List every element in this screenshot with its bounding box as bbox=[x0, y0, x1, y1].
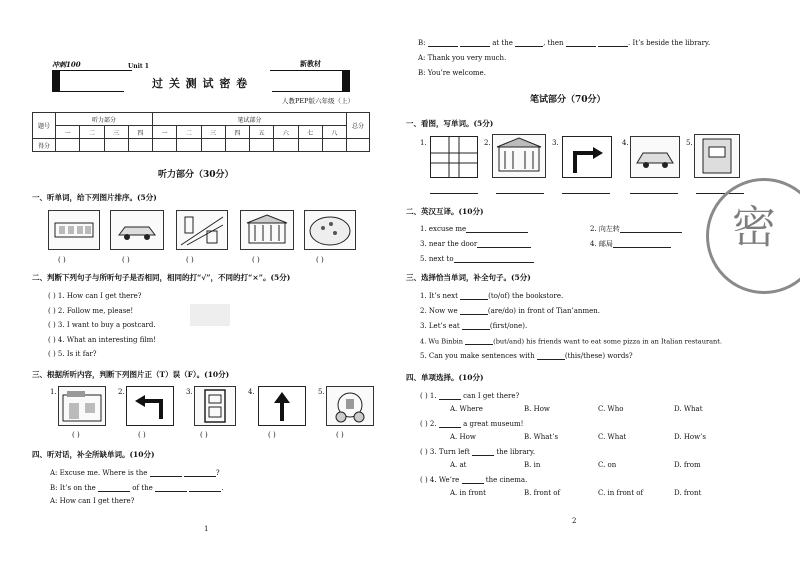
q3-answer[interactable]: ( ) bbox=[138, 431, 146, 439]
w4-option[interactable]: D. front bbox=[674, 489, 702, 497]
w4-blank[interactable] bbox=[439, 392, 461, 400]
w2-blank[interactable] bbox=[620, 225, 682, 233]
q2-answer-slot[interactable]: ( ) 3. bbox=[48, 321, 65, 329]
w4-option[interactable]: A. How bbox=[450, 433, 476, 441]
w3-text: 4. Wu Binbin bbox=[420, 337, 464, 346]
w2-title: 二、英汉互译。(10分) bbox=[406, 207, 484, 216]
q2-sentence: What an interesting film! bbox=[66, 336, 157, 344]
score-table bbox=[32, 112, 370, 152]
w4-question bbox=[420, 392, 519, 400]
w3-item bbox=[420, 292, 563, 300]
w3-text: (to/of) the bookstore. bbox=[488, 292, 564, 300]
w1-num: 4. bbox=[622, 139, 629, 147]
w4-option[interactable]: D. How’s bbox=[674, 433, 706, 441]
w4-option[interactable]: B. in bbox=[524, 461, 541, 469]
listening-section-title: 听力部分（30分） bbox=[158, 170, 234, 180]
q4-blank[interactable] bbox=[98, 484, 130, 492]
w4-blank[interactable] bbox=[462, 476, 484, 484]
shop-icon bbox=[59, 387, 105, 425]
w3-text: 3. Let’s eat bbox=[420, 322, 460, 330]
dialog-blank[interactable] bbox=[460, 39, 490, 47]
w1-num: 2. bbox=[484, 139, 491, 147]
w3-text: (this/these) words? bbox=[564, 352, 633, 360]
w2-blank[interactable] bbox=[613, 240, 671, 248]
w4-blank[interactable] bbox=[439, 420, 461, 428]
w4-option[interactable]: C. Who bbox=[598, 405, 624, 413]
q2-sentence: Is it far? bbox=[66, 350, 97, 358]
writing-col: 一 bbox=[153, 126, 177, 139]
w3-text: (first/one). bbox=[489, 322, 528, 330]
score-cell[interactable] bbox=[177, 139, 201, 152]
dialog-text: . It’s beside the library. bbox=[628, 39, 711, 47]
q3-num: 3. bbox=[186, 388, 193, 396]
w4-question bbox=[420, 448, 535, 456]
q2-item bbox=[48, 308, 133, 315]
writing-col: 八 bbox=[322, 126, 346, 139]
w4-option[interactable]: C. in front of bbox=[598, 489, 644, 497]
q2-item bbox=[48, 337, 156, 344]
park-icon bbox=[327, 387, 373, 425]
go-straight-sign bbox=[258, 386, 306, 426]
score-cell[interactable] bbox=[225, 139, 249, 152]
q2-item bbox=[48, 293, 142, 300]
q4-blank[interactable] bbox=[155, 484, 187, 492]
listening-col: 四 bbox=[128, 126, 152, 139]
writing-col: 二 bbox=[177, 126, 201, 139]
header-bar-right bbox=[342, 70, 350, 92]
w4-answer-slot[interactable]: ( ) 4. bbox=[420, 476, 437, 484]
w3-text: 5. Can you make sentences with bbox=[420, 352, 535, 360]
museum-icon bbox=[493, 135, 545, 177]
dialog-blank[interactable] bbox=[428, 39, 458, 47]
w2-text: 2. 向左转 bbox=[590, 225, 620, 233]
q4-title: 四、听对话，补全所缺单词。(10分) bbox=[32, 450, 155, 459]
w3-blank[interactable] bbox=[537, 352, 565, 360]
q2-sentence: I want to buy a postcard. bbox=[66, 321, 156, 329]
w4-option[interactable]: D. What bbox=[674, 405, 703, 413]
w4-blank[interactable] bbox=[472, 448, 494, 456]
q1-answer[interactable]: ( ) bbox=[122, 256, 130, 264]
header-rule-right bbox=[270, 70, 350, 71]
w4-text: the cinema. bbox=[485, 476, 528, 484]
q1-title: 一、听单词，给下列图片排序。(5分) bbox=[32, 193, 157, 202]
listening-col: 三 bbox=[104, 126, 128, 139]
w2-item bbox=[420, 225, 528, 233]
w4-option[interactable]: B. front of bbox=[524, 489, 561, 497]
q4-text: B: It’s on the bbox=[50, 484, 96, 492]
toy-car-picture bbox=[110, 210, 164, 250]
q2-answer-slot[interactable]: ( ) 4. bbox=[48, 336, 65, 344]
car-picture bbox=[630, 136, 680, 178]
turn-right-sign bbox=[562, 136, 612, 178]
writing-section-title: 笔试部分（70分） bbox=[530, 95, 606, 105]
w1-answer-line[interactable] bbox=[430, 186, 478, 194]
score-cell[interactable] bbox=[322, 139, 346, 152]
w3-item bbox=[420, 307, 600, 315]
w4-option[interactable]: A. Where bbox=[450, 405, 483, 413]
writing-col: 六 bbox=[274, 126, 298, 139]
w1-num: 5. bbox=[686, 139, 693, 147]
w3-item bbox=[420, 322, 527, 330]
w2-text: 5. next to bbox=[420, 255, 454, 263]
score-cell[interactable] bbox=[128, 139, 152, 152]
total-header: 总分 bbox=[347, 113, 370, 139]
q3-num: 5. bbox=[318, 388, 325, 396]
street-scene-icon bbox=[177, 211, 227, 249]
w4-answer-slot[interactable]: ( ) 1. bbox=[420, 392, 437, 400]
seal-character: 密 bbox=[732, 202, 776, 253]
q4-text: . bbox=[221, 484, 224, 492]
w3-item bbox=[420, 337, 722, 345]
w1-answer-line[interactable] bbox=[496, 186, 544, 194]
q3-title: 三、根据所听内容，判断下列图片正（T）误（F）。(10分) bbox=[32, 370, 230, 379]
w1-answer-line[interactable] bbox=[630, 186, 678, 194]
q3-answer[interactable]: ( ) bbox=[336, 431, 344, 439]
w2-item bbox=[590, 240, 671, 248]
dialog-blank[interactable] bbox=[515, 39, 543, 47]
brand-label: 冲刺100 bbox=[52, 60, 81, 69]
w4-option[interactable]: D. from bbox=[674, 461, 701, 469]
crossing-picture bbox=[430, 136, 478, 178]
w3-text: 2. Now we bbox=[420, 307, 458, 315]
w2-blank[interactable] bbox=[466, 225, 528, 233]
q2-item bbox=[48, 322, 156, 329]
w3-item bbox=[420, 352, 633, 360]
header-underline-left bbox=[60, 91, 124, 92]
dialog-blank[interactable] bbox=[566, 39, 596, 47]
door-icon bbox=[195, 387, 235, 425]
w4-text: can I get there? bbox=[463, 392, 520, 400]
page-number: 2 bbox=[572, 517, 577, 525]
q4-blank[interactable] bbox=[150, 469, 182, 477]
w3-text: 1. It’s next bbox=[420, 292, 458, 300]
score-cell[interactable] bbox=[104, 139, 128, 152]
listening-col: 二 bbox=[80, 126, 104, 139]
dialog-line-b bbox=[418, 39, 710, 47]
q4-blank[interactable] bbox=[189, 484, 224, 492]
w4-option[interactable]: C. on bbox=[598, 461, 617, 469]
q4-text: ? bbox=[215, 469, 220, 477]
w4-text: Turn left bbox=[438, 448, 470, 456]
w2-item bbox=[420, 255, 534, 263]
score-cell[interactable] bbox=[274, 139, 298, 152]
w3-blank[interactable] bbox=[460, 307, 488, 315]
car-icon bbox=[631, 137, 679, 177]
w2-item bbox=[420, 240, 531, 248]
q2-item bbox=[48, 351, 97, 358]
dialog-line-a: A: Thank you very much. bbox=[418, 54, 507, 62]
dialog-text: at the bbox=[492, 39, 513, 47]
q2-title: 二、判断下列句子与所听句子是否相同，相同的打“√”，不同的打“×”。(5分) bbox=[32, 273, 291, 282]
car-icon bbox=[111, 211, 163, 249]
turn-left-arrow-icon bbox=[127, 387, 173, 425]
w3-blank[interactable] bbox=[460, 292, 488, 300]
q2-answer-slot[interactable]: ( ) 5. bbox=[48, 350, 65, 358]
w4-text: the library. bbox=[496, 448, 536, 456]
w3-text: (but/and) his friends want to eat some pizza in an Italian restaurant. bbox=[493, 337, 723, 346]
q1-answer[interactable]: ( ) bbox=[186, 256, 194, 264]
w2-blank[interactable] bbox=[477, 240, 531, 248]
header-underline-right bbox=[272, 91, 342, 92]
w1-num: 1. bbox=[420, 139, 427, 147]
q3-answer[interactable]: ( ) bbox=[268, 431, 276, 439]
up-arrow-icon bbox=[259, 387, 305, 425]
q3-num: 2. bbox=[118, 388, 125, 396]
museum-building-picture bbox=[492, 134, 546, 178]
q4-text: of the bbox=[132, 484, 153, 492]
door-picture bbox=[194, 386, 236, 426]
writing-col: 七 bbox=[298, 126, 322, 139]
score-cell[interactable] bbox=[80, 139, 104, 152]
w1-title: 一、看图，写单词。(5分) bbox=[406, 119, 494, 128]
crossing-icon bbox=[431, 137, 477, 177]
q2-answer-slot[interactable]: ( ) 2. bbox=[48, 307, 65, 315]
w3-text: (are/do) in front of Tian’anmen. bbox=[487, 307, 600, 315]
q2-sentence: Follow me, please! bbox=[66, 307, 134, 315]
score-cell[interactable] bbox=[347, 139, 370, 152]
dialog-text: B: bbox=[418, 39, 426, 47]
writing-col: 五 bbox=[250, 126, 274, 139]
score-cell[interactable] bbox=[298, 139, 322, 152]
q4-line-a bbox=[50, 469, 220, 477]
book-picture bbox=[694, 134, 740, 178]
exam-title: 过 关 测 试 密 卷 bbox=[152, 77, 249, 90]
pizza-icon bbox=[305, 211, 355, 249]
q2-sentence: How can I get there? bbox=[66, 292, 142, 300]
w2-blank[interactable] bbox=[454, 255, 534, 263]
textbook-label: 人教PEP版六年级（上） bbox=[282, 97, 354, 105]
q3-num: 4. bbox=[248, 388, 255, 396]
q1-answer[interactable]: ( ) bbox=[316, 256, 324, 264]
turn-right-arrow-icon bbox=[563, 137, 611, 177]
garden-picture bbox=[326, 386, 374, 426]
dialog-blank[interactable] bbox=[598, 39, 628, 47]
w4-option[interactable]: C. What bbox=[598, 433, 627, 441]
q4-line-b bbox=[50, 484, 223, 492]
q4-blank[interactable] bbox=[184, 469, 216, 477]
w4-answer-slot[interactable]: ( ) 3. bbox=[420, 448, 437, 456]
q4-line-c: A: How can I get there? bbox=[50, 497, 135, 505]
w4-text: We’re bbox=[438, 476, 460, 484]
edition-tag: 新教材 bbox=[300, 59, 321, 68]
w3-title: 三、选择恰当单词，补全句子。(5分) bbox=[406, 273, 531, 282]
museum-icon bbox=[241, 211, 293, 249]
book-icon bbox=[695, 135, 739, 177]
building-picture bbox=[58, 386, 106, 426]
scan-smudge bbox=[190, 304, 230, 326]
restaurant-sign-picture bbox=[48, 210, 100, 250]
w4-option[interactable]: A. in front bbox=[450, 489, 486, 497]
score-cell[interactable] bbox=[250, 139, 274, 152]
q3-answer[interactable]: ( ) bbox=[72, 431, 80, 439]
writing-col: 三 bbox=[201, 126, 225, 139]
w2-text: 1. excuse me bbox=[420, 225, 467, 233]
score-cell[interactable] bbox=[56, 139, 80, 152]
score-row2-label: 得分 bbox=[33, 139, 56, 152]
listening-col: 一 bbox=[56, 126, 80, 139]
q2-answer-slot[interactable]: ( ) 1. bbox=[48, 292, 65, 300]
w3-blank[interactable] bbox=[465, 337, 493, 345]
page-number: 1 bbox=[204, 525, 209, 533]
score-cell[interactable] bbox=[153, 139, 177, 152]
w4-question bbox=[420, 476, 527, 484]
museum-picture bbox=[240, 210, 294, 250]
w4-question bbox=[420, 420, 523, 428]
right-page bbox=[400, 0, 800, 566]
w2-item bbox=[590, 225, 682, 233]
restaurant-sign-icon bbox=[49, 211, 99, 249]
q4-text: A: Excuse me. Where is the bbox=[50, 469, 148, 477]
w4-option[interactable]: A. at bbox=[450, 461, 467, 469]
w4-option[interactable]: B. What’s bbox=[524, 433, 559, 441]
w3-blank[interactable] bbox=[462, 322, 490, 330]
w2-text: 4. 邮局 bbox=[590, 240, 613, 248]
q1-answer[interactable]: ( ) bbox=[58, 256, 66, 264]
w4-title: 四、单项选择。(10分) bbox=[406, 373, 484, 382]
unit-label: Unit 1 bbox=[128, 63, 149, 70]
w4-option[interactable]: B. How bbox=[524, 405, 550, 413]
w4-text: a great museum! bbox=[463, 420, 524, 428]
turn-left-sign bbox=[126, 386, 174, 426]
dialog-line-b2: B: You’re welcome. bbox=[418, 69, 486, 77]
q3-num: 1. bbox=[50, 388, 57, 396]
q3-answer[interactable]: ( ) bbox=[200, 431, 208, 439]
dialog-text: , then bbox=[543, 39, 564, 47]
writing-header: 笔试部分 bbox=[153, 113, 347, 126]
score-row-label: 题号 bbox=[33, 113, 56, 139]
w4-answer-slot[interactable]: ( ) 2. bbox=[420, 420, 437, 428]
header-bar-left bbox=[52, 70, 60, 92]
w1-answer-line[interactable] bbox=[562, 186, 610, 194]
writing-col: 四 bbox=[225, 126, 249, 139]
crossroad-picture bbox=[176, 210, 228, 250]
q1-answer[interactable]: ( ) bbox=[252, 256, 260, 264]
w1-num: 3. bbox=[552, 139, 559, 147]
pizza-picture bbox=[304, 210, 356, 250]
listening-header: 听力部分 bbox=[56, 113, 153, 126]
header-rule-left bbox=[52, 70, 132, 71]
score-cell[interactable] bbox=[201, 139, 225, 152]
w2-text: 3. near the door bbox=[420, 240, 478, 248]
